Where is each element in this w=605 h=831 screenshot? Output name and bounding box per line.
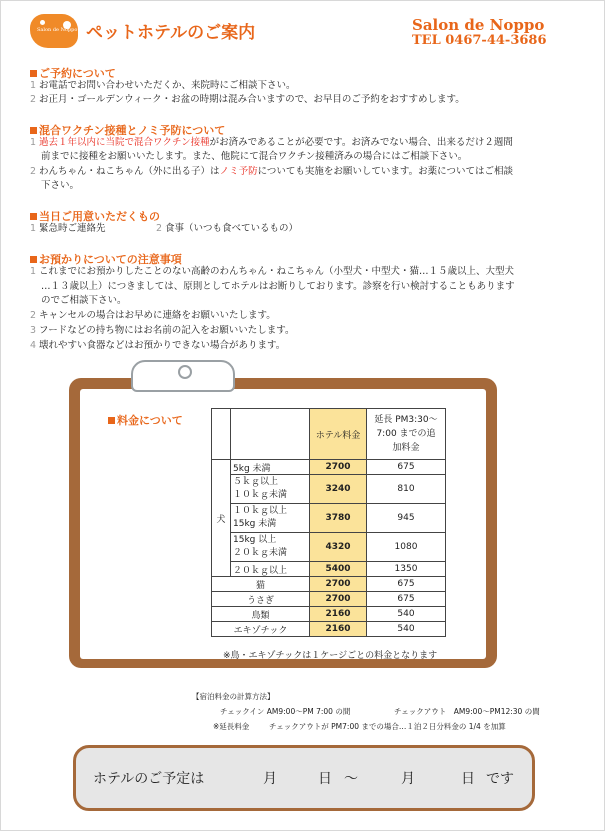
notes-item-1: 1 これまでにお預かりしたことのない高齢のわんちゃん・ねこちゃん（小型犬・中型犬・猫…１５歳以上、大型犬 — [30, 266, 515, 277]
notes-item-2: 2 キャンセルの場合はお早めに連絡をお願いいたします。 — [30, 310, 276, 321]
dog-label: 犬 — [212, 460, 231, 577]
calc-ext-text: チェックアウトが PM7:00 までの場合…１泊２日分料金の 1/4 を加算 — [269, 722, 506, 731]
vaccine-item-2: 2 わんちゃん・ねこちゃん（外に出る子）はノミ予防についても実施をお願いしています。お薬についてはご相談 — [30, 166, 513, 177]
table-row: うさぎ 2700 675 — [212, 592, 446, 607]
pricing-heading: 料金について — [108, 412, 183, 428]
notes-item-4: 4 壊れやすい食器などはお預かりできない場合があります。 — [30, 340, 286, 351]
salon-tel: TEL 0467-44-3686 — [412, 33, 547, 48]
page-title: ペットホテルのご案内 — [86, 23, 256, 43]
section-heading-notes: お預かりについての注意事項 — [30, 251, 182, 267]
calc-ext-label: ※延長料金 — [213, 722, 250, 731]
schedule-end: です — [486, 771, 514, 787]
pricing-note: ※鳥・エキゾチックは１ケージごとの料金となります — [223, 651, 438, 661]
schedule-month: 月 — [263, 771, 277, 787]
bullet-square-icon — [108, 417, 115, 424]
bullet-square-icon — [30, 70, 37, 77]
salon-name: Salon de Noppo — [412, 16, 545, 34]
notes-item-1-cont2: のでご相談下さい。 — [41, 295, 127, 306]
vaccine-item-1: 1 過去１年以内に当院で混合ワクチン接種がお済みであることが必要です。お済みでない場合、出来るだけ２週間 — [30, 137, 513, 148]
salon-logo — [30, 14, 78, 48]
notes-item-1-cont1: …１３歳以上）につきましては、原則としてホテルはお断りしております。診察を行い検討することもあります — [41, 281, 515, 292]
table-header-row — [212, 409, 446, 460]
table-row: 15kg 以上 ２０ｋｇ未満 4320 1080 — [212, 533, 446, 562]
vaccine-item-2-cont: 下さい。 — [41, 180, 80, 191]
schedule-box — [73, 745, 535, 811]
bring-item-2: 2 食事（いつも食べているもの） — [156, 223, 299, 234]
logo-text: Salon de Noppo — [37, 27, 78, 33]
logo-paw-icon — [40, 20, 45, 25]
section-heading-vaccine: 混合ワクチン接種とノミ予防について — [30, 122, 225, 138]
schedule-day: 日 — [318, 771, 332, 787]
bullet-square-icon — [30, 127, 37, 134]
schedule-label: ホテルのご予定は — [93, 771, 205, 787]
section-heading-reservation: ご予約について — [30, 65, 116, 81]
reservation-item-2: 2 お正月・ゴールデンウィーク・お盆の時期は混み合いますので、お早目のご予約をおすすめします。 — [30, 94, 465, 105]
table-row: 猫 2700 675 — [212, 577, 446, 592]
table-row: エキゾチック 2160 540 — [212, 622, 446, 637]
price-table — [211, 408, 446, 637]
table-row: 犬 5kg 未満 2700 675 — [212, 460, 446, 475]
schedule-day-2: 日 — [461, 771, 475, 787]
table-row: 鳥類 2160 540 — [212, 607, 446, 622]
calc-heading: 【宿泊料金の計算方法】 — [192, 692, 275, 701]
schedule-month-2: 月 — [401, 771, 415, 787]
clipboard-clip-icon — [131, 360, 235, 392]
section-heading-bring: 当日ご用意いただくもの — [30, 208, 160, 224]
calc-checkin: チェックイン AM9:00～PM 7:00 の間 — [220, 707, 351, 716]
table-row: １０ｋｇ以上 15kg 未満 3780 945 — [212, 504, 446, 533]
reservation-item-1: 1 お電話でお問い合わせいただくか、来院時にご相談下さい。 — [30, 80, 296, 91]
vaccine-item-1-cont: 前までに接種をお願いいたします。また、他院にて混合ワクチン接種済みの場合にはご相談下さい。 — [41, 151, 468, 162]
notes-item-3: 3 フードなどの持ち物にはお名前の記入をお願いいたします。 — [30, 325, 295, 336]
schedule-tilde: ～ — [344, 771, 358, 787]
table-row: ２０ｋｇ以上 5400 1350 — [212, 562, 446, 577]
bullet-square-icon — [30, 256, 37, 263]
col-ext-header: 延長 PM3:30～ 7:00 までの追 加料金 — [367, 409, 446, 460]
calc-checkout: チェックアウト AM9:00～PM12:30 の間 — [394, 707, 540, 716]
bring-item-1: 1 緊急時ご連絡先 — [30, 223, 106, 234]
bullet-square-icon — [30, 213, 37, 220]
col-hotel-header: ホテル料金 — [310, 409, 367, 460]
table-row: ５ｋｇ以上 １０ｋｇ未満 3240 810 — [212, 475, 446, 504]
